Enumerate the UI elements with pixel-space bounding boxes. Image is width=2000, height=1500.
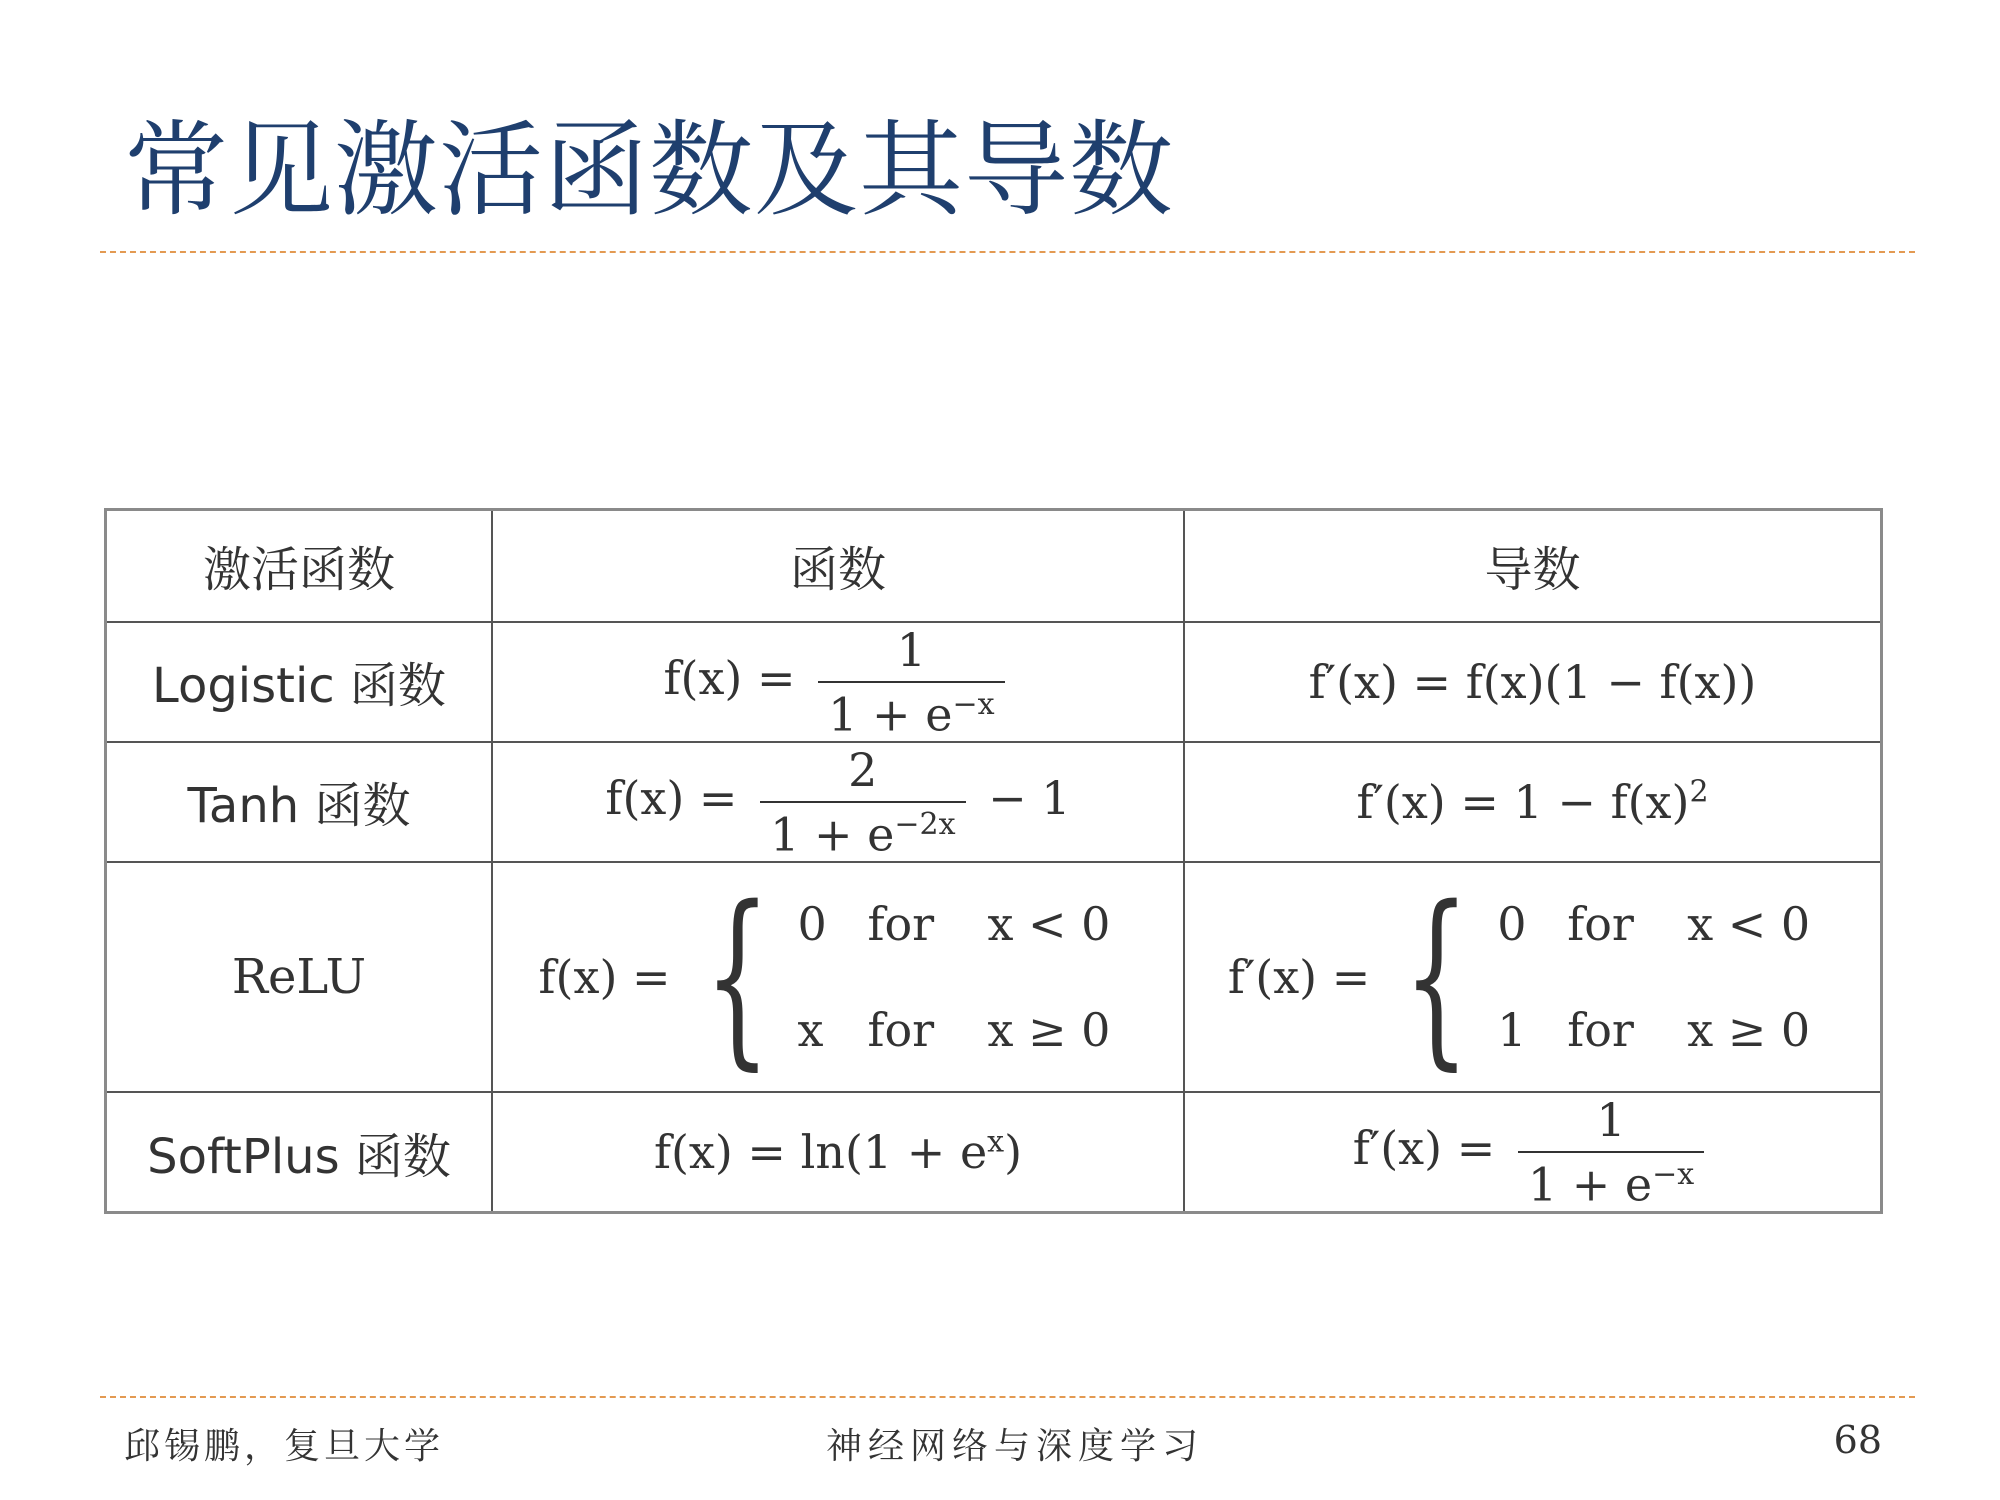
row-name-softplus: SoftPlus 函数 <box>106 1092 493 1213</box>
case2-value: 1 <box>1497 1003 1527 1058</box>
table-row <box>106 1092 1882 1213</box>
case1-word: for <box>1567 897 1634 952</box>
relu-derivative <box>1184 862 1882 1092</box>
row-name-tanh: Tanh 函数 <box>106 742 493 862</box>
row-name-relu: ReLU <box>106 862 493 1092</box>
derivative-exponent: 2 <box>1689 774 1709 810</box>
table-row <box>106 622 1882 742</box>
case2-condition: x ≥ 0 <box>987 1003 1111 1058</box>
table-header-row <box>106 510 1882 622</box>
case2-word: for <box>867 1003 935 1058</box>
denominator <box>818 683 1004 741</box>
lhs: f(x) = <box>605 771 738 825</box>
cases <box>1497 897 1837 1057</box>
left-brace-icon: { <box>1403 866 1470 1088</box>
function-expression: f(x) = ln(1 + e <box>653 1125 988 1180</box>
footer-divider <box>100 1396 1915 1398</box>
footer-author: 邱锡鹏，复旦大学 <box>124 1426 445 1467</box>
tanh-function <box>492 742 1184 862</box>
numerator: 2 <box>760 743 965 803</box>
denominator <box>760 803 965 861</box>
denominator-base: 1 + e <box>828 686 953 741</box>
header-activation: 激活函数 <box>106 510 493 622</box>
header-function: 函数 <box>492 510 1184 622</box>
lhs: f′(x) = <box>1227 950 1371 1005</box>
softplus-function <box>492 1092 1184 1213</box>
tanh-derivative <box>1184 742 1882 862</box>
logistic-function <box>492 622 1184 742</box>
denominator-base: 1 + e <box>770 807 895 862</box>
function-close: ) <box>1004 1125 1023 1180</box>
denominator-base: 1 + e <box>1527 1157 1653 1212</box>
denominator-exponent: −x <box>1652 1157 1695 1193</box>
logistic-derivative <box>1184 622 1882 742</box>
derivative-expression: f′(x) = f(x)(1 − f(x)) <box>1308 654 1757 709</box>
case2-condition: x ≥ 0 <box>1687 1003 1811 1058</box>
fraction <box>760 743 965 861</box>
case1-word: for <box>867 897 935 952</box>
lhs: f(x) = <box>663 650 796 705</box>
activation-table <box>104 508 1883 1214</box>
case2-value: x <box>797 1003 824 1058</box>
case2-word: for <box>1567 1003 1634 1058</box>
cases <box>797 897 1137 1057</box>
numerator: 1 <box>818 623 1004 683</box>
function-exponent: x <box>987 1124 1005 1160</box>
derivative-expression: f′(x) = 1 − f(x) <box>1356 774 1690 829</box>
case1-condition: x < 0 <box>1687 897 1811 952</box>
denominator <box>1518 1153 1704 1211</box>
softplus-derivative <box>1184 1092 1882 1213</box>
case1-value: 0 <box>1497 897 1527 952</box>
header-derivative: 导数 <box>1184 510 1882 622</box>
page-number: 68 <box>1833 1418 1882 1462</box>
relu-function <box>492 862 1184 1092</box>
lhs: f′(x) = <box>1352 1121 1496 1176</box>
denominator-exponent: −2x <box>894 806 956 842</box>
row-name-logistic: Logistic 函数 <box>106 622 493 742</box>
case1-condition: x < 0 <box>987 897 1111 952</box>
fraction <box>1518 1093 1704 1211</box>
left-brace-icon: { <box>703 866 771 1088</box>
lhs: f(x) = <box>538 950 671 1005</box>
table-row <box>106 742 1882 862</box>
title-divider <box>100 251 1915 253</box>
table-row <box>106 862 1882 1092</box>
numerator: 1 <box>1518 1093 1704 1153</box>
fraction <box>818 623 1004 741</box>
denominator-exponent: −x <box>952 686 995 722</box>
slide-title: 常见激活函数及其导数 <box>124 109 1175 231</box>
footer-course: 神经网络与深度学习 <box>826 1426 1205 1467</box>
tail: − 1 <box>988 771 1071 825</box>
case1-value: 0 <box>797 897 827 952</box>
